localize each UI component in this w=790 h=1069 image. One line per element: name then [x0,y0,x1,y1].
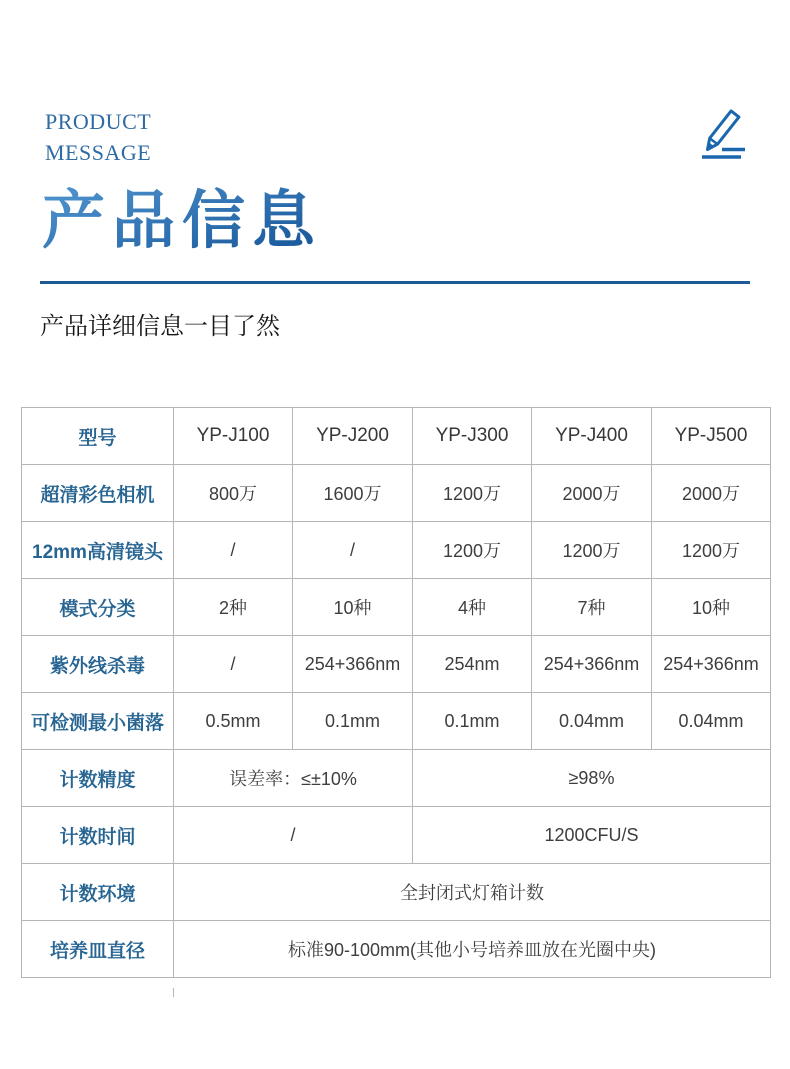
row-label: 计数时间 [22,807,174,864]
spec-cell: 254nm [413,636,532,693]
eyebrow-text [45,106,151,168]
spec-table [21,407,771,978]
table-row-environment [22,864,771,921]
row-label: 模式分类 [22,579,174,636]
spec-cell: 0.04mm [652,693,771,750]
table-row-uv [22,636,771,693]
spec-cell: 2000万 [532,465,652,522]
spec-cell: 1200万 [413,465,532,522]
table-row-camera [22,465,771,522]
row-label: 12mm高清镜头 [22,522,174,579]
model-name: YP-J300 [413,408,532,465]
spec-cell: / [174,522,293,579]
spec-cell: 254+366nm [652,636,771,693]
spec-cell: 2种 [174,579,293,636]
row-label: 紫外线杀毒 [22,636,174,693]
table-row-count-time [22,807,771,864]
row-label: 计数环境 [22,864,174,921]
table-row-accuracy [22,750,771,807]
eyebrow-line2: MESSAGE [45,140,152,165]
spec-cell: / [174,807,413,864]
spec-cell: 1200CFU/S [413,807,771,864]
title-divider [40,281,750,284]
spec-cell: 0.1mm [293,693,413,750]
row-label: 可检测最小菌落 [22,693,174,750]
table-row-lens [22,522,771,579]
spec-cell: / [293,522,413,579]
page-title: 产品信息 [42,170,322,261]
model-name: YP-J500 [652,408,771,465]
spec-cell: 4种 [413,579,532,636]
table-row-dish-diameter [22,921,771,978]
table-cutoff-border [173,988,174,997]
model-name: YP-J200 [293,408,413,465]
spec-cell: 800万 [174,465,293,522]
table-row-modes [22,579,771,636]
spec-cell: 标准90-100mm(其他小号培养皿放在光圈中央) [174,921,771,978]
row-label: 超清彩色相机 [22,465,174,522]
spec-cell: 1600万 [293,465,413,522]
page-subtitle: 产品详细信息一目了然 [40,314,280,340]
row-label: 培养皿直径 [22,921,174,978]
model-name: YP-J400 [532,408,652,465]
row-label-model: 型号 [22,408,174,465]
spec-cell: 1200万 [652,522,771,579]
spec-cell: 2000万 [652,465,771,522]
spec-cell: ≥98% [413,750,771,807]
table-row-model [22,408,771,465]
spec-cell: 0.5mm [174,693,293,750]
spec-cell: 10种 [293,579,413,636]
spec-cell: / [174,636,293,693]
eyebrow-line1: PRODUCT [45,109,152,134]
row-label: 计数精度 [22,750,174,807]
spec-cell: 254+366nm [293,636,413,693]
spec-cell: 1200万 [413,522,532,579]
spec-cell: 1200万 [532,522,652,579]
spec-cell: 0.1mm [413,693,532,750]
spec-cell: 全封闭式灯箱计数 [174,864,771,921]
model-name: YP-J100 [174,408,293,465]
spec-cell: 0.04mm [532,693,652,750]
spec-cell: 7种 [532,579,652,636]
spec-cell: 10种 [652,579,771,636]
table-row-min-colony [22,693,771,750]
spec-cell: 254+366nm [532,636,652,693]
pencil-edit-icon [694,102,752,166]
spec-cell: 误差率：≤±10% [174,750,413,807]
